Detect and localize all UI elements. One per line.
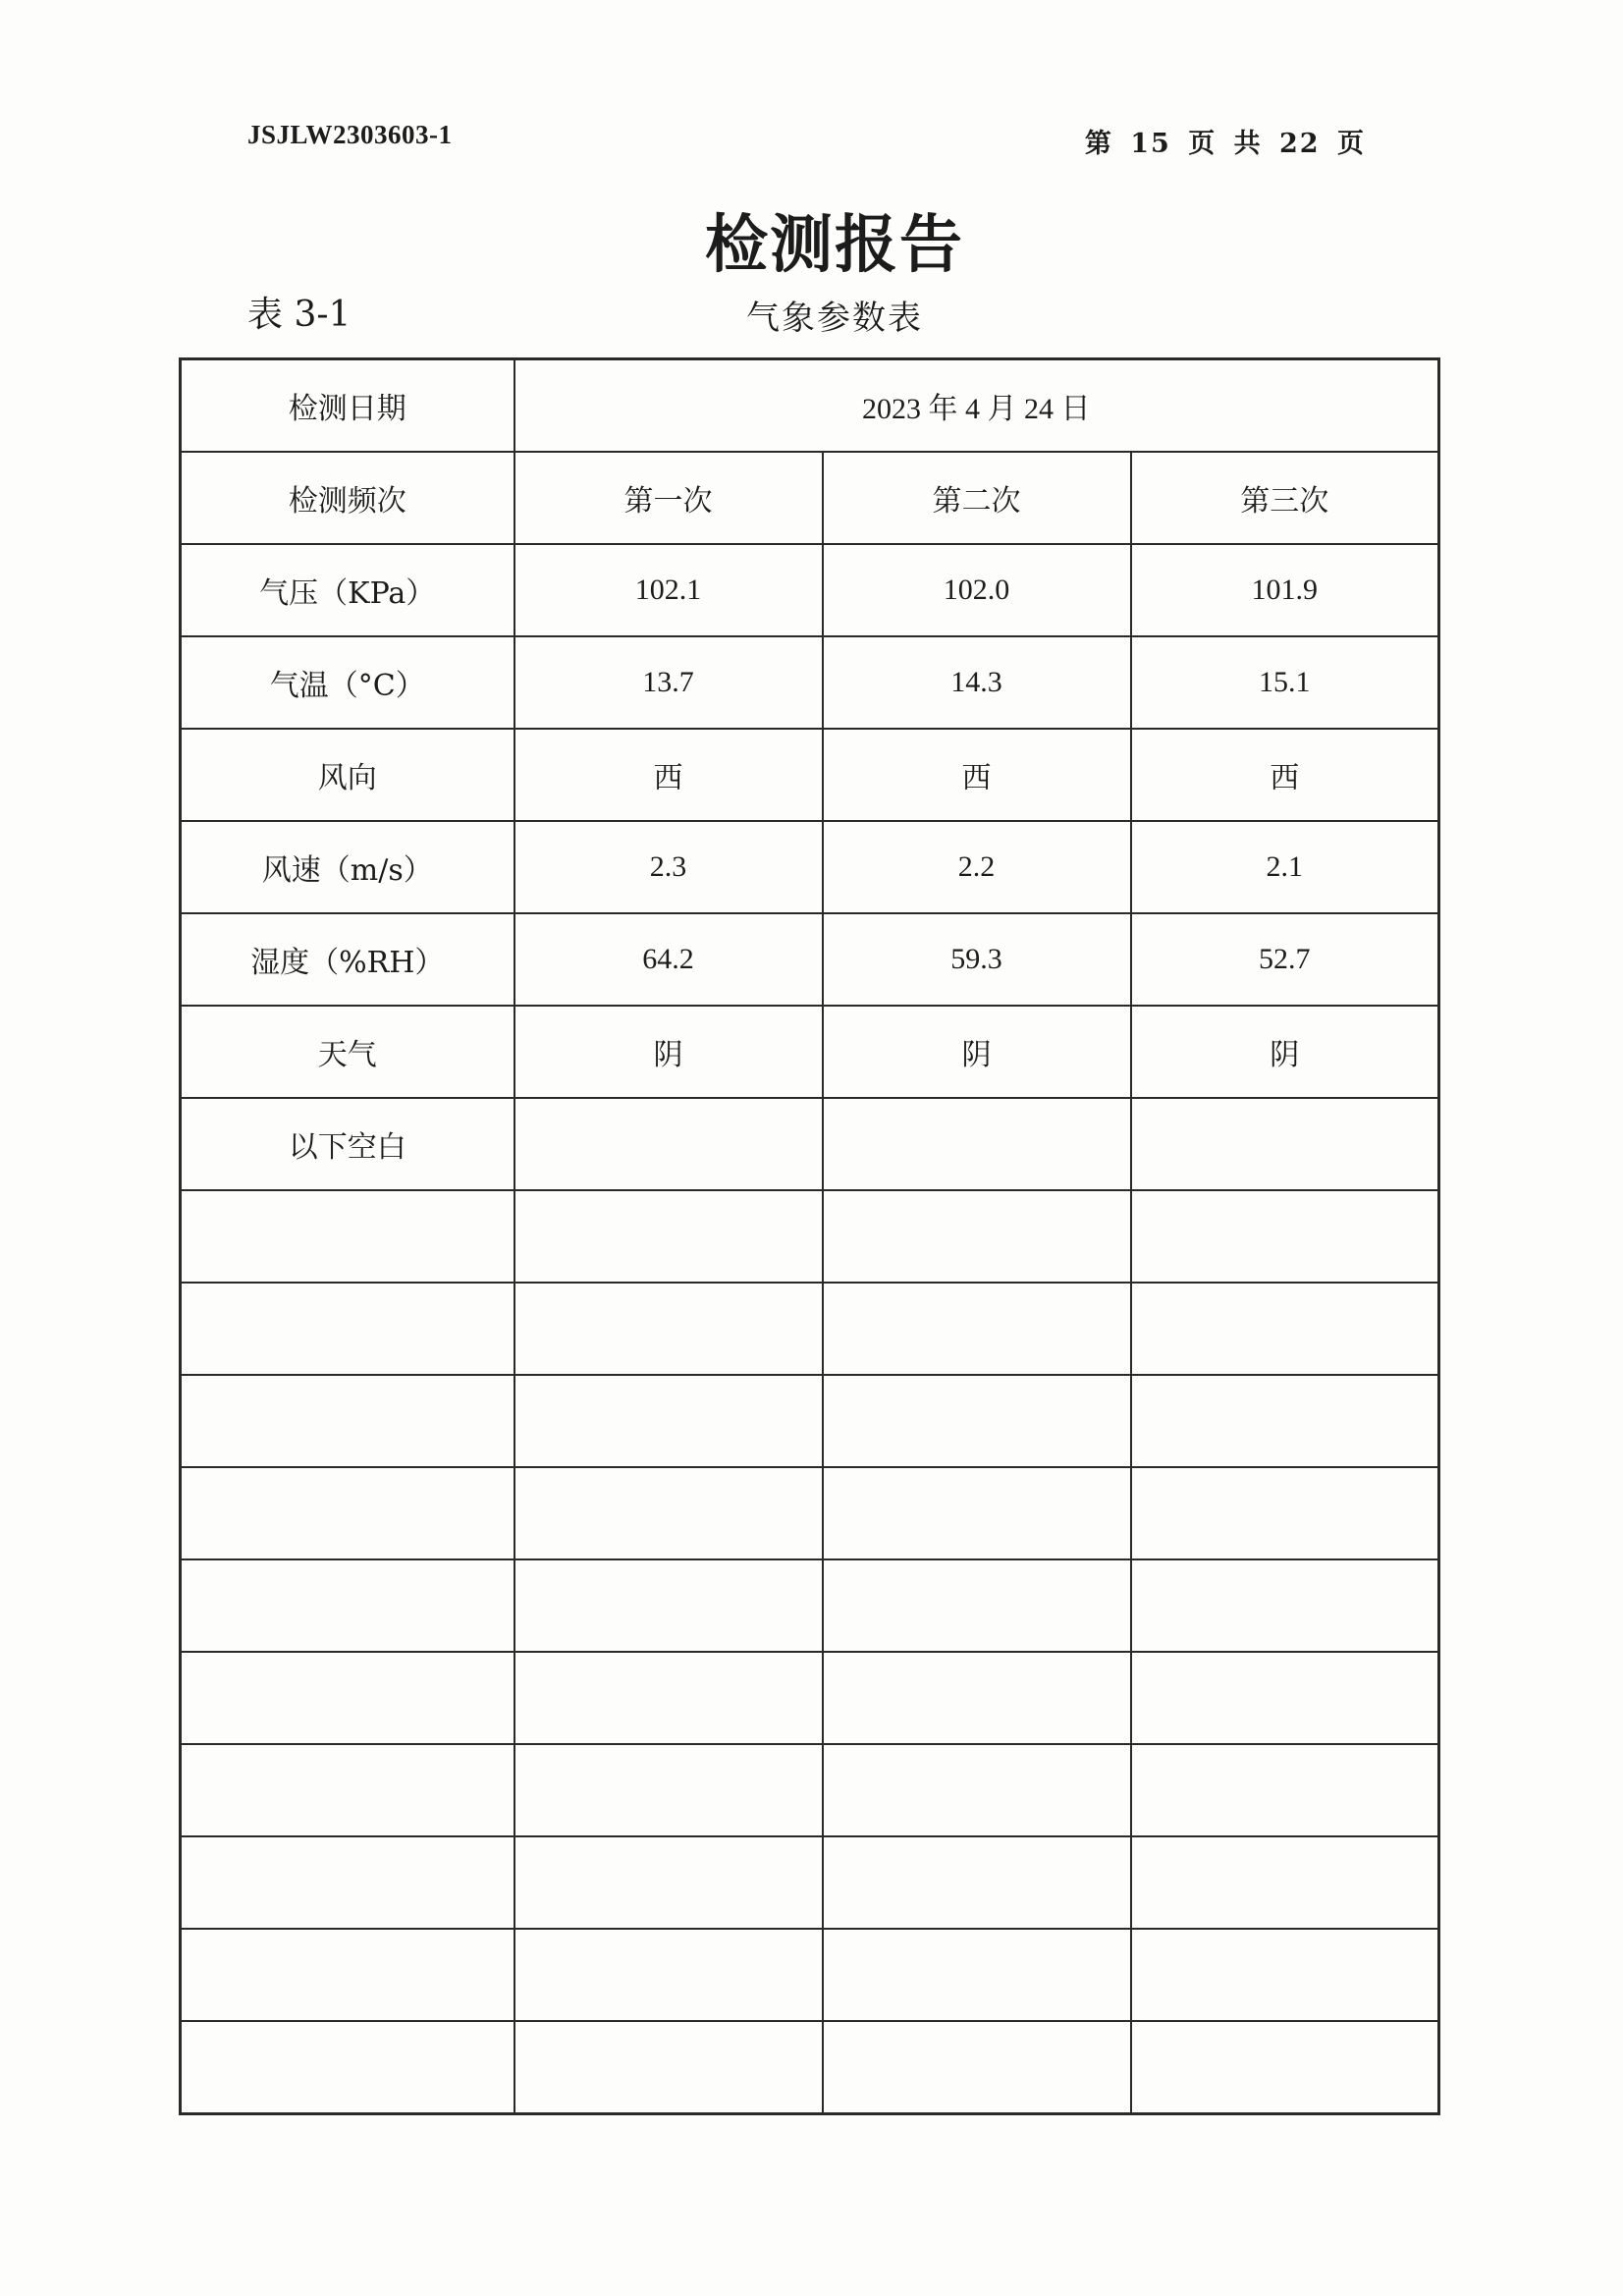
blank-row <box>181 1744 1439 1836</box>
frequency-label-cell: 检测频次 <box>181 452 514 544</box>
blank-cell <box>823 1744 1131 1836</box>
blank-row <box>181 1559 1439 1652</box>
value-cell: 西 <box>514 729 823 821</box>
blank-cell <box>514 1744 823 1836</box>
run-header-cell: 第三次 <box>1131 452 1439 544</box>
value-cell: 阴 <box>1131 1006 1439 1098</box>
blank-cell <box>1131 1190 1439 1283</box>
table-row <box>181 821 1439 913</box>
blank-cell <box>514 1190 823 1283</box>
value-cell: 13.7 <box>514 636 823 729</box>
table-row <box>181 636 1439 729</box>
blank-cell <box>1131 1744 1439 1836</box>
blank-cell <box>514 1283 823 1375</box>
table-row <box>181 1098 1439 1190</box>
table-row <box>181 452 1439 544</box>
blank-row <box>181 1836 1439 1929</box>
value-cell: 64.2 <box>514 913 823 1006</box>
blank-cell <box>1131 2021 1439 2114</box>
blank-cell <box>181 2021 514 2114</box>
row-label-cell: 天气 <box>181 1006 514 1098</box>
value-cell <box>1131 1098 1439 1190</box>
blank-cell <box>823 1467 1131 1559</box>
blank-cell <box>823 2021 1131 2114</box>
blank-cell <box>181 1467 514 1559</box>
value-cell: 西 <box>1131 729 1439 821</box>
blank-cell <box>514 1836 823 1929</box>
report-title: 检测报告 <box>705 208 964 282</box>
blank-row <box>181 1929 1439 2021</box>
row-label-cell: 以下空白 <box>181 1098 514 1190</box>
row-label-cell: 风向 <box>181 729 514 821</box>
blank-row <box>181 1467 1439 1559</box>
date-value-cell: 2023 年 4 月 24 日 <box>514 359 1439 453</box>
table-row <box>181 913 1439 1006</box>
row-label-cell: 湿度（%RH） <box>181 913 514 1006</box>
blank-cell <box>514 2021 823 2114</box>
blank-cell <box>181 1836 514 1929</box>
page-number: 第 15 页 共 22 页 <box>1084 129 1366 159</box>
table-row <box>181 1006 1439 1098</box>
value-cell: 102.1 <box>514 544 823 636</box>
blank-cell <box>181 1375 514 1467</box>
blank-cell <box>1131 1375 1439 1467</box>
blank-cell <box>823 1283 1131 1375</box>
date-label-cell: 检测日期 <box>181 359 514 453</box>
table-row <box>181 544 1439 636</box>
blank-cell <box>181 1559 514 1652</box>
blank-cell <box>1131 1283 1439 1375</box>
blank-cell <box>181 1283 514 1375</box>
blank-cell <box>823 1652 1131 1744</box>
blank-row <box>181 1190 1439 1283</box>
value-cell: 2.2 <box>823 821 1131 913</box>
blank-cell <box>514 1375 823 1467</box>
blank-cell <box>514 1559 823 1652</box>
value-cell <box>514 1098 823 1190</box>
value-cell: 西 <box>823 729 1131 821</box>
blank-row <box>181 2021 1439 2114</box>
row-label-cell: 气温（°C） <box>181 636 514 729</box>
value-cell: 59.3 <box>823 913 1131 1006</box>
table-row <box>181 359 1439 453</box>
blank-cell <box>514 1467 823 1559</box>
table-number: 表 3-1 <box>247 295 352 335</box>
blank-cell <box>823 1375 1131 1467</box>
row-label-cell: 气压（KPa） <box>181 544 514 636</box>
value-cell: 52.7 <box>1131 913 1439 1006</box>
blank-cell <box>181 1744 514 1836</box>
value-cell: 阴 <box>823 1006 1131 1098</box>
blank-cell <box>181 1652 514 1744</box>
blank-cell <box>514 1652 823 1744</box>
value-cell: 15.1 <box>1131 636 1439 729</box>
blank-cell <box>1131 1559 1439 1652</box>
value-cell: 101.9 <box>1131 544 1439 636</box>
blank-cell <box>1131 1467 1439 1559</box>
blank-cell <box>823 1929 1131 2021</box>
blank-row <box>181 1652 1439 1744</box>
blank-cell <box>823 1559 1131 1652</box>
weather-parameters-table <box>179 357 1440 2115</box>
table-row <box>181 729 1439 821</box>
blank-cell <box>514 1929 823 2021</box>
row-label-cell: 风速（m/s） <box>181 821 514 913</box>
document-code: JSJLW2303603-1 <box>247 120 453 149</box>
blank-cell <box>1131 1836 1439 1929</box>
blank-cell <box>823 1836 1131 1929</box>
value-cell: 2.1 <box>1131 821 1439 913</box>
blank-row <box>181 1283 1439 1375</box>
value-cell <box>823 1098 1131 1190</box>
run-header-cell: 第一次 <box>514 452 823 544</box>
blank-row <box>181 1375 1439 1467</box>
blank-cell <box>181 1929 514 2021</box>
value-cell: 2.3 <box>514 821 823 913</box>
blank-cell <box>181 1190 514 1283</box>
value-cell: 阴 <box>514 1006 823 1098</box>
value-cell: 14.3 <box>823 636 1131 729</box>
value-cell: 102.0 <box>823 544 1131 636</box>
blank-cell <box>823 1190 1131 1283</box>
blank-cell <box>1131 1929 1439 2021</box>
table-caption: 气象参数表 <box>746 299 923 338</box>
blank-cell <box>1131 1652 1439 1744</box>
run-header-cell: 第二次 <box>823 452 1131 544</box>
